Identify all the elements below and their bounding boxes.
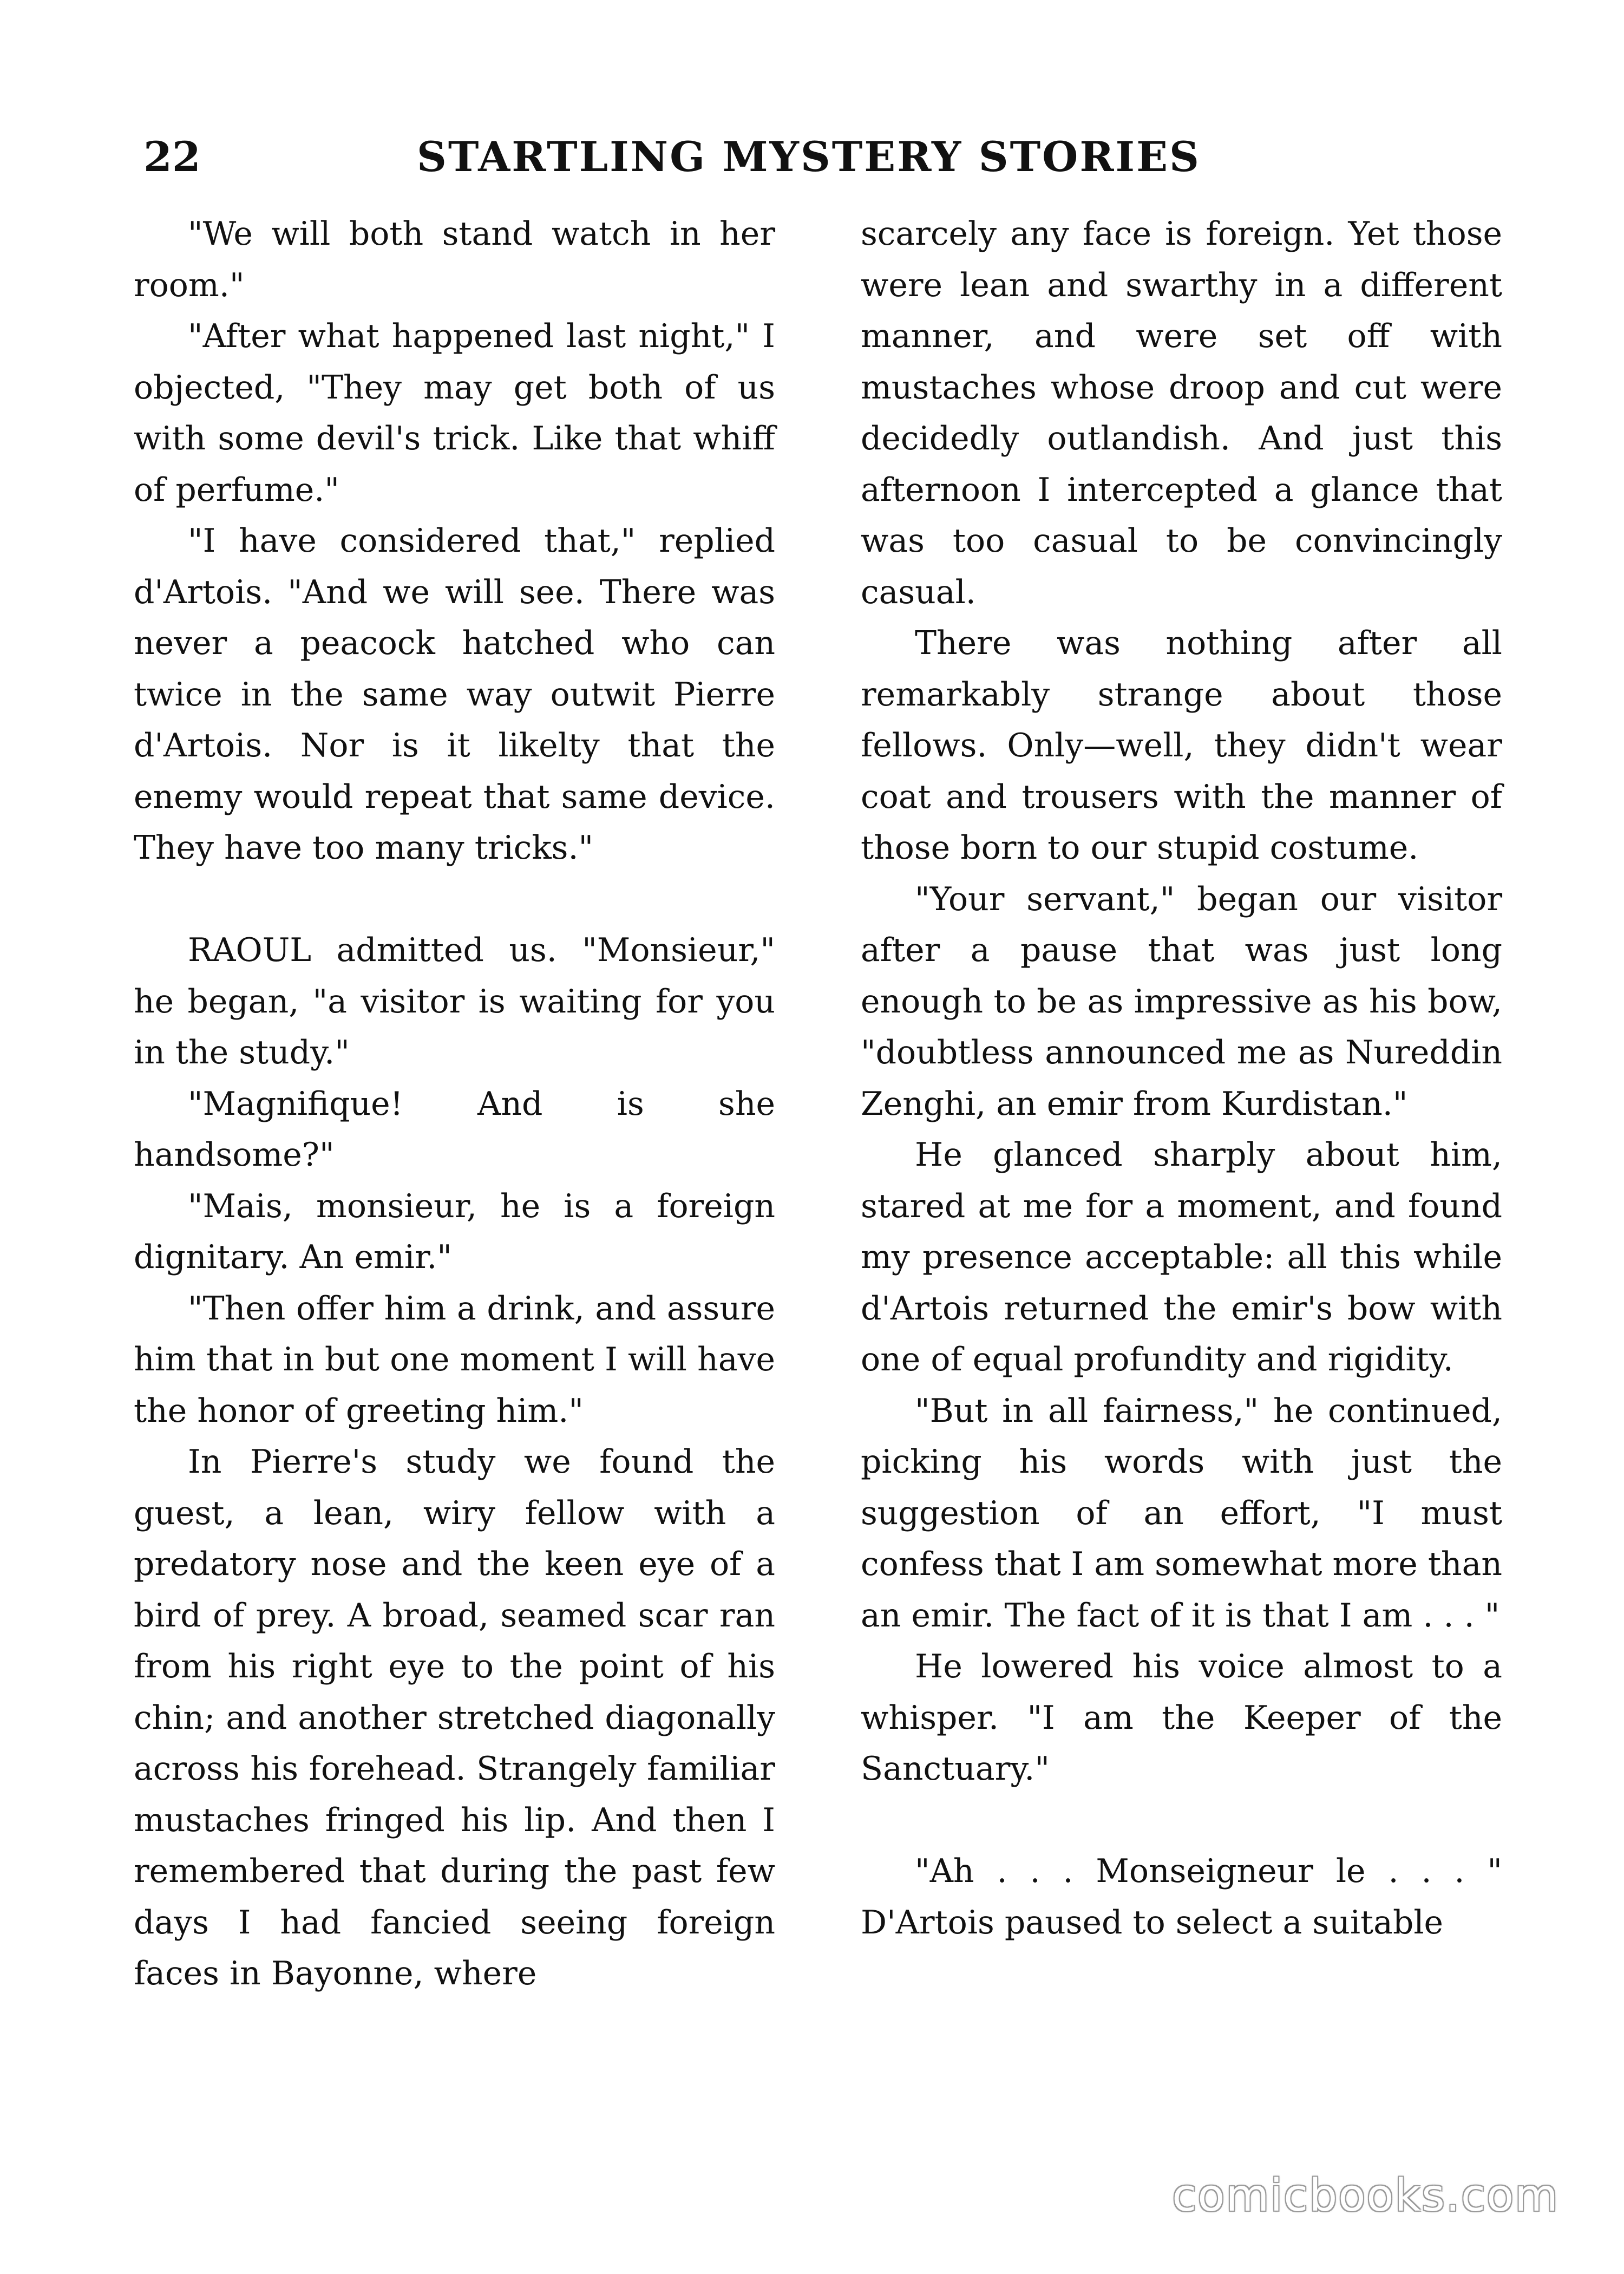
paragraph: "I have considered that," replied d'Artois. "And we will see. There was never a peacock hatched who can twice in the same way outwit Pierre d'Artois. Nor is it likelty that the enemy would repeat that same device. They have too many tricks." (134, 522, 775, 867)
running-head: STARTLING MYSTERY STORIES (417, 133, 1201, 181)
paragraph: scarcely any face is foreign. Yet those were lean and swarthy in a different manner, and were set off with mustaches whose droop and cut were decidedly outlandish. And just this afternoon I intercepted a glance that was too casual to be convincingly casual. (861, 215, 1502, 611)
paragraph: There was nothing after all remarkably strange about those fellows. Only—well, they didn't wear coat and trousers with the manner of those born to our stupid costume. (861, 624, 1502, 867)
paragraph: "We will both stand watch in her room." (134, 215, 775, 304)
paragraph: "Ah . . . Monseigneur le . . . " D'Artois paused to select a suitable (861, 1852, 1502, 1942)
paragraph: He lowered his voice almost to a whisper. "I am the Keeper of the Sanctuary." (861, 1648, 1502, 1788)
page-number: 22 (143, 133, 201, 181)
paragraph: "Mais, monsieur, he is a foreign dignitary. An emir." (134, 1187, 775, 1276)
paragraph: "After what happened last night," I objected, "They may get both of us with some devil's trick. Like that whiff of perfume." (134, 317, 775, 509)
page-header (143, 133, 1508, 192)
paragraph: "Then offer him a drink, and assure him that in but one moment I will have the honor of greeting him." (134, 1289, 775, 1430)
left-column (134, 208, 775, 1999)
paragraph: "Magnifique! And is she handsome?" (134, 1084, 775, 1174)
paragraph: "Your servant," began our visitor after a pause that was just long enough to be as impressive as his bow, "doubtless announced me as Nureddin Zenghi, an emir from Kurdistan." (861, 880, 1502, 1123)
paragraph: "But in all fairness," he continued, picking his words with just the suggestion of an effort, "I must confess that I am somewhat more than an emir. The fact of it is that I am . . . " (861, 1391, 1502, 1635)
watermark: comicbooks.com (1172, 2170, 1559, 2221)
right-column (861, 208, 1502, 1948)
paragraph: RAOUL admitted us. "Monsieur," he began, "a visitor is waiting for you in the study." (134, 931, 775, 1071)
paragraph: He glanced sharply about him, stared at me for a moment, and found my presence acceptable: all this while d'Artois returned the emir's bow with one of equal profundity and rigidity. (861, 1136, 1502, 1378)
paragraph: In Pierre's study we found the guest, a lean, wiry fellow with a predatory nose and the keen eye of a bird of prey. A broad, seamed scar ran from his right eye to the point of his chin; and another stretched diagonally across his forehead. Strangely familiar mustaches fringed his lip. And then I remembered that during the past few days I had fancied seeing foreign faces in Bayonne, where (134, 1443, 775, 1992)
